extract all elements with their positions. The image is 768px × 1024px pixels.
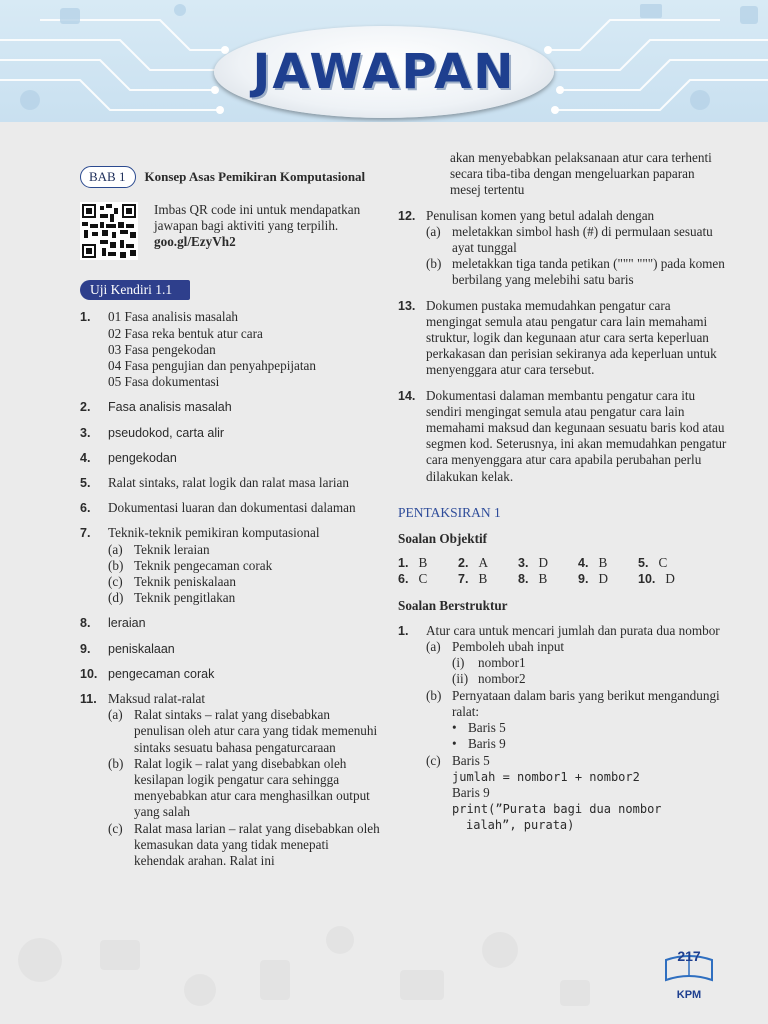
qr-section (80, 202, 380, 260)
background-icons (0, 900, 768, 1024)
page-number: 217 (677, 948, 701, 964)
list-item: 2. Fasa analisis masalah (80, 400, 232, 415)
answer-cell: 2. A (458, 555, 488, 571)
self-test-label: Uji Kendiri 1.1 (80, 280, 190, 300)
list-item: 4. pengekodan (80, 450, 177, 465)
answers-continued (398, 208, 728, 485)
code-line: print(”Purata bagi dua nombor (452, 802, 662, 817)
page-number-block (662, 946, 716, 1001)
list-item: 13. Dokumen pustaka memudahkan pengatur cara mengingat semula atau pengatur cara lain memahami struktur, logik dan kegunaan atur cara serta keperluan perkakasan dan perisian sekiranya ada keperluan untuk menyenggara atur cara tersebut. (398, 297, 717, 378)
list-item: 14. Dokumentasi dalaman membantu pengatur cara itu sendiri mengingat semula atau pengatur cara lain memahami maksud dan kegunaan sesuatu baris kod atau segmen kod. Seterusnya, ini akan memudahkan pengatur cara menyenggara atur cara apabila perubahan perlu dilakukan kelak. (398, 387, 727, 484)
list-item: 6. Dokumentasi luaran dan dokumentasi dalaman (80, 500, 356, 516)
qr-description: Imbas QR code ini untuk mendapatkan jawapan bagi aktiviti yang terpilih. (154, 202, 361, 234)
chapter-title: Konsep Asas Pemikiran Komputasional (144, 169, 366, 184)
qr-code-icon[interactable] (80, 202, 138, 260)
objective-answers (398, 555, 728, 587)
answer-cell: 7. B (458, 571, 488, 587)
chapter-badge: BAB 1 (80, 166, 136, 188)
right-column (398, 150, 728, 834)
s1-parts: (a) Pemboleh ubah input (i) nombor1 (ii) nombor2 (b) Pernyataan dalam baris yang berikut mengandungi ralat: • Baris 5 • Baris 9 (c) Baris 5 jumlah = nombor1 + nombor2 Baris 9 print(”Purata bagi dua nombor ialah”, purata) (426, 639, 728, 833)
list-item: 12. Penulisan komen yang betul adalah dengan (a) meletakkan simbol hash (#) di permulaan sesuatu ayat tunggal (b) meletakkan tiga tanda petikan (""" """) pada komen berbilang yang melebihi satu baris (398, 208, 728, 289)
answer-cell: 1. B (398, 555, 428, 571)
answer-cell: 3. D (518, 555, 548, 571)
list-item: 5. Ralat sintaks, ralat logik dan ralat masa larian (80, 475, 349, 491)
list-item: 1. 01 Fasa analisis masalah 02 Fasa reka bentuk atur cara 03 Fasa pengekodan 04 Fasa pengujian dan penyahpepijatan 05 Fasa dokumentasi (80, 309, 380, 390)
answer-cell: 9. D (578, 571, 608, 587)
structured-heading: Soalan Berstruktur (398, 597, 508, 613)
qr-instructions (154, 202, 380, 260)
q1-phases: 01 Fasa analisis masalah 02 Fasa reka bentuk atur cara 03 Fasa pengekodan 04 Fasa pengujian dan penyahpepijatan 05 Fasa dokumentasi (108, 309, 317, 390)
answer-cell: 8. B (518, 571, 548, 587)
q11c-continuation: akan menyebabkan pelaksanaan atur cara terhenti secara tiba-tiba dengan mengeluarkan paparan mesej tertentu (450, 150, 712, 198)
code-line: ialah”, purata) (466, 818, 575, 833)
header-banner (0, 0, 768, 122)
answer-cell: 5. C (638, 555, 668, 571)
code-line: jumlah = nombor1 + nombor2 (452, 769, 640, 784)
list-item: 7. Teknik-teknik pemikiran komputasional (a) Teknik leraian (b) Teknik pengecaman corak (c) Teknik peniskalaan (d) Teknik pengitlakan (80, 525, 380, 606)
left-column (80, 160, 380, 869)
page-title: JAWAPAN (252, 44, 516, 100)
list-item: 9. peniskalaan (80, 641, 175, 656)
objective-heading: Soalan Objektif (398, 531, 488, 547)
qr-link[interactable]: goo.gl/EzyVh2 (154, 234, 236, 250)
list-item: 3. pseudokod, carta alir (80, 425, 225, 440)
structured-answers (398, 623, 728, 834)
q12-options: (a) meletakkan simbol hash (#) di permulaan sesuatu ayat tunggal (b) meletakkan tiga tanda petikan (""" """) pada komen berbilang yang melebihi satu baris (426, 223, 725, 288)
answer-cell: 4. B (578, 555, 608, 571)
chapter-heading (80, 166, 380, 188)
assessment-heading: PENTAKSIRAN 1 (398, 504, 501, 520)
list-item: 8. leraian (80, 616, 146, 631)
answer-cell: 10. D (638, 571, 675, 587)
list-item: 10. pengecaman corak (80, 666, 215, 681)
publisher-logo: KPM (676, 989, 702, 1001)
answer-cell: 6. C (398, 571, 428, 587)
q7-techniques: (a) Teknik leraian (b) Teknik pengecaman corak (c) Teknik peniskalaan (d) Teknik pengitlakan (108, 541, 273, 606)
list-item: 11. Maksud ralat-ralat (a) Ralat sintaks – ralat yang disebabkan penulisan oleh atur cara yang tidak memenuhi sintaks sesuatu bahasa pengaturcaraan (b) Ralat logik – ralat yang disebabkan oleh kesilapan logik pengatur cara sehingga menyebabkan atur cara menghasilkan output yang salah (c) Ralat masa larian – ralat yang disebabkan oleh kemasukan data yang tidak menepati kehendak arahan. Ralat ini (80, 691, 380, 869)
q11-error-types: (a) Ralat sintaks – ralat yang disebabkan penulisan oleh atur cara yang tidak memenuhi sintaks sesuatu bahasa pengaturcaraan (b) Ralat logik – ralat yang disebabkan oleh kesilapan logik pengatur cara sehingga menyebabkan atur cara menghasilkan output yang salah (c) Ralat masa larian – ralat yang disebabkan oleh kemasukan data yang tidak menepati kehendak arahan. Ralat ini (108, 707, 380, 869)
list-item: 1. Atur cara untuk mencari jumlah dan purata dua nombor (a) Pemboleh ubah input (i) nombor1 (ii) nombor2 (b) Pernyataan dalam baris yang berikut mengandungi ralat: • Baris 5 • Baris 9 (c) Baris 5 jumlah = nombor1 + nombor2 Baris 9 print(”Purata bagi dua nombor ialah”, purata) (398, 623, 728, 834)
self-test-answers (80, 309, 380, 869)
